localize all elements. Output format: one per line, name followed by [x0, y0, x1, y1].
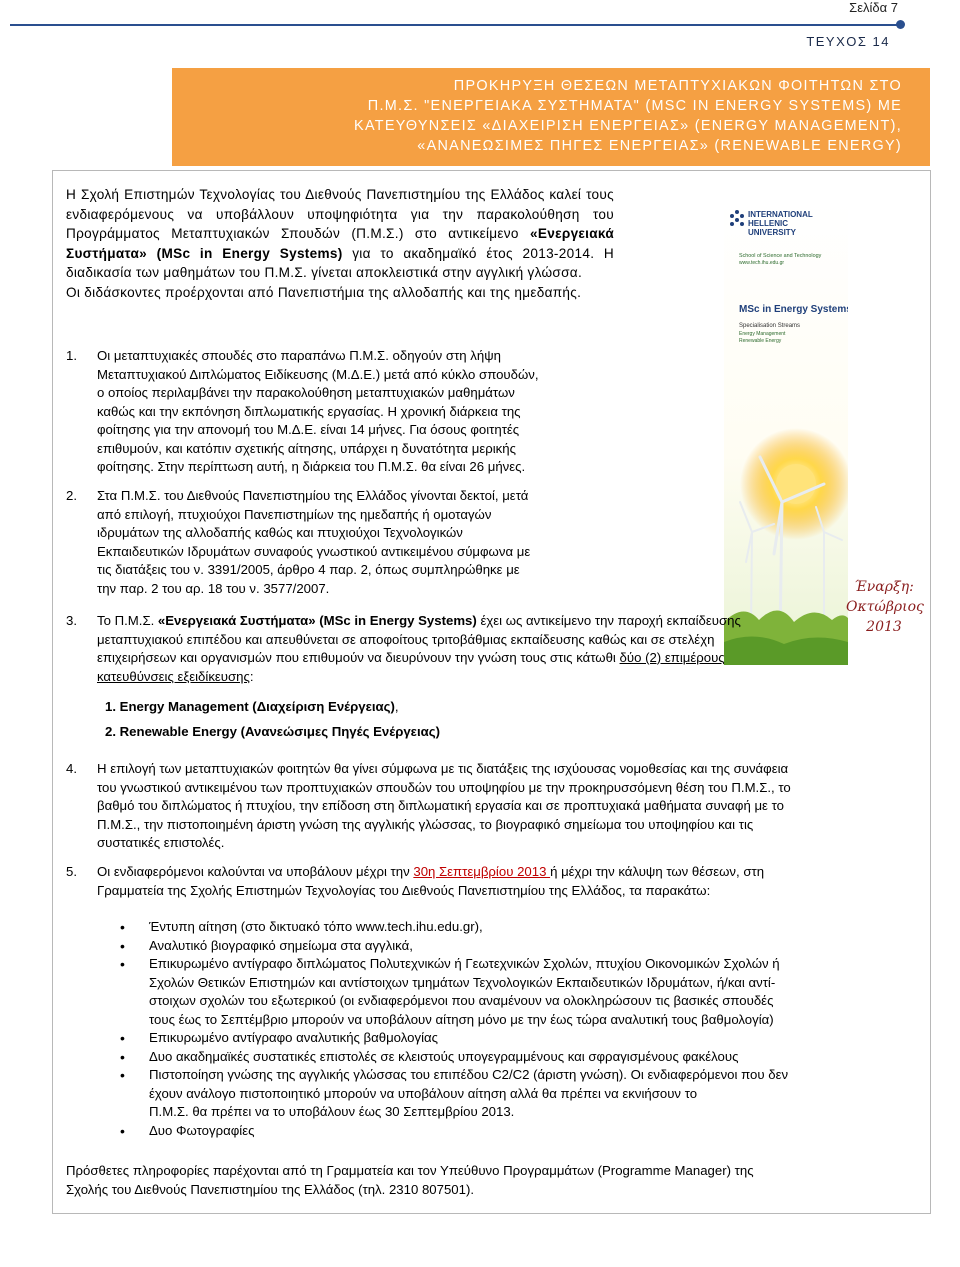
- list-item: • Έντυπη αίτηση (στο δικτυακό τόπο www.tech.ihu.edu.gr),: [149, 918, 909, 937]
- requirements-list: [149, 918, 909, 1140]
- page-number: Σελίδα 7: [849, 0, 898, 15]
- list-item: • Πιστοποίηση γνώσης της αγγλικής γλώσσας του επιπέδου C2/C2 (άριστη γνώση). Οι ενδιαφερόμενοι που δεν έχουν ανάλογο πιστοποιητικό μπορούν να υποβάλουν αίτηση αλλά θα πρέπει να εκνιήσουν το Π.Μ.Σ. θα πρέπει να το υποβάλουν έως 30 Σεπτεμβρίου 2013.: [149, 1066, 909, 1122]
- deadline-date: 30η Σεπτεμβρίου 2013: [413, 864, 551, 879]
- brochure-school: School of Science and Technology: [739, 253, 822, 259]
- banner-line: ΠΡΟΚΗΡΥΞΗ ΘΕΣΕΩΝ ΜΕΤΑΠΤΥΧΙΑΚΩΝ ΦΟΙΤΗΤΩΝ ΣΤΟ: [453, 78, 902, 94]
- list-item: • Επικυρωμένο αντίγραφο διπλώματος Πολυτεχνικών ή Γεωτεχνικών Σχολών, πτυχίου Οικονομικών Σχολών ή Σχολών Θετικών Επιστημών και αντίστοιχων τμημάτων Τεχνολογικών Εκπαιδευτικών Ιδρυμάτων, ή/και αντί- στοιχων σχολών του εξωτερικού (οι ενδιαφερόμενοι που αναμένουν να ολοκληρώσουν τις βασικές σπουδές τους έως το Σεπτέμβριο μπορούν να υποβάλουν αίτηση μόνο με την έως τώρα αναλυτική τους βαθμολογία): [149, 955, 909, 1029]
- stream-energy-management: 1. Energy Management (Διαχείριση Ενέργειας),: [105, 699, 399, 714]
- intro-paragraph-2: Οι διδάσκοντες προέρχονται από Πανεπιστήμια της αλλοδαπής και της ημεδαπής.: [66, 284, 582, 300]
- intro-text: [66, 185, 614, 302]
- brochure-stream: Energy Management: [739, 331, 786, 337]
- list-item: • Δυο Φωτογραφίες: [149, 1122, 909, 1141]
- title-banner: [172, 68, 930, 166]
- list-item: • Δυο ακαδημαϊκές συστατικές επιστολές σε κλειστούς υπογεγραμμένους και σφραγισμένους φακέλους: [149, 1048, 909, 1067]
- brochure-university-line: UNIVERSITY: [748, 228, 797, 237]
- banner-line: «ΑΝΑΝΕΩΣΙΜΕΣ ΠΗΓΕΣ ΕΝΕΡΓΕΙΑΣ» (RENEWABLE ENERGY): [417, 138, 902, 154]
- intro-paragraph: Η Σχολή Επιστημών Τεχνολογίας του Διεθνούς Πανεπιστημίου της Ελλάδος καλεί τους ενδιαφερόμενους να υποβάλλουν υποψηφιότητα για την παρακολούθηση του Προγράμματος Μεταπτυχιακών Σπουδών (Π.Μ.Σ.) στο αντικείμενο «Ενεργειακά Συστήματα» (MSc in Energy Systems) για το ακαδημαϊκό έτος 2013-2014. Η διαδικασία των μαθημάτων του Π.Μ.Σ. γίνεται αποκλειστικά στην αγγλική γλώσσα.: [66, 187, 615, 280]
- item-number: 4.: [66, 761, 77, 776]
- stream-renewable-energy: 2. Renewable Energy (Ανανεώσιμες Πηγές Ενέργειας): [105, 724, 440, 739]
- item-number: 1.: [66, 348, 77, 363]
- brochure-illustration: [724, 202, 848, 665]
- brochure-title: MSc in Energy Systems: [739, 304, 848, 315]
- item-number: 2.: [66, 488, 77, 503]
- additional-info: Πρόσθετες πληροφορίες παρέχονται από τη Γραμματεία και τον Υπεύθυνο Προγραμμάτων (Programme Manager) της Σχολής του Διεθνούς Πανεπιστημίου της Ελλάδος (τηλ. 2310 807501).: [66, 1163, 754, 1197]
- list-item: • Αναλυτικό βιογραφικό σημείωμα στα αγγλικά,: [149, 937, 909, 956]
- banner-title: [172, 68, 930, 156]
- issue-number: ΤΕΥΧΟΣ 14: [806, 34, 890, 49]
- item-number: 5.: [66, 864, 77, 879]
- banner-line: Π.Μ.Σ. "ΕΝΕΡΓΕΙΑΚΑ ΣΥΣΤΗΜΑΤΑ" (MSC IN ENERGY SYSTEMS) ΜΕ: [367, 98, 902, 114]
- brochure-cover-image: [724, 202, 848, 665]
- brochure-streams-title: Specialisation Streams: [739, 323, 801, 329]
- brochure-url: www.tech.ihu.edu.gr: [739, 260, 785, 266]
- start-date-note: Έναρξη: Οκτώβριος 2013: [846, 579, 924, 635]
- brochure-stream: Renewable Energy: [739, 338, 782, 344]
- header-rule-dot: [896, 20, 905, 29]
- header-rule: [10, 24, 898, 26]
- list-item: • Επικυρωμένο αντίγραφο αναλυτικής βαθμολογίας: [149, 1029, 909, 1048]
- brochure-university-line: HELLENIC: [748, 219, 788, 228]
- brochure-university-line: INTERNATIONAL: [748, 210, 813, 219]
- item-number: 3.: [66, 613, 77, 628]
- banner-line: ΚΑΤΕΥΘΥΝΣΕΙΣ «ΔΙΑΧΕΙΡΙΣΗ ΕΝΕΡΓΕΙΑΣ» (ENERGY MANAGEMENT),: [354, 118, 902, 134]
